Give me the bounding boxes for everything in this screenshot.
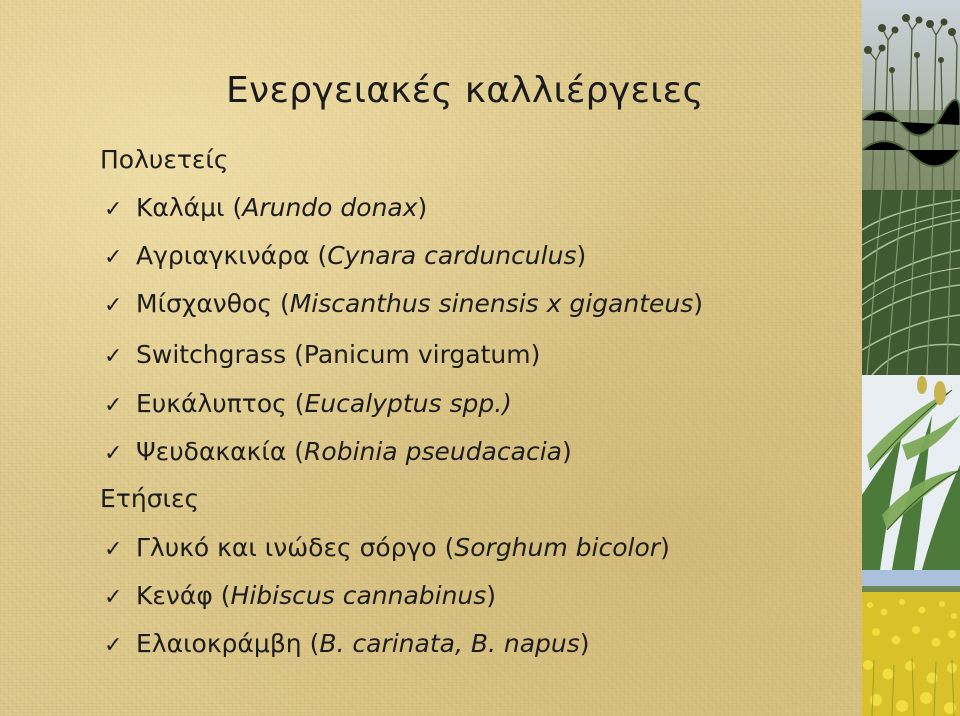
crop-common-name: Καλάμι — [136, 193, 225, 222]
crop-common-name: Ελαιοκράμβη — [136, 629, 302, 658]
list-item — [104, 193, 427, 222]
cardoon-plant-photo — [862, 0, 960, 190]
paren-open: ( — [309, 241, 328, 270]
paren-open: ( — [301, 629, 320, 658]
paren-open: ( — [212, 581, 231, 610]
paren-close: ) — [417, 193, 428, 222]
crop-latin-name: Robinia pseudacacia — [304, 437, 562, 466]
annual-heading: Ετήσιες — [100, 484, 200, 513]
list-item — [104, 581, 496, 610]
checkmark-icon: ✓ — [104, 537, 123, 562]
paren-close: (Panicum virgatum) — [294, 340, 541, 369]
list-item — [104, 241, 586, 270]
paren-open: ( — [286, 437, 305, 466]
miscanthus-grass-photo — [862, 190, 960, 375]
checkmark-icon: ✓ — [104, 344, 123, 369]
list-item — [104, 389, 512, 418]
rapeseed-field-photo — [862, 570, 960, 716]
crop-common-name: Switchgrass — [136, 340, 287, 369]
paren-open — [286, 340, 294, 369]
photo-strip — [862, 0, 960, 716]
slide-title: Ενεργειακές καλλιέργειες — [226, 70, 704, 111]
paren-close: ) — [579, 629, 590, 658]
crop-latin-name: Arundo donax — [242, 193, 418, 222]
checkmark-icon: ✓ — [104, 197, 123, 222]
crop-common-name: Κενάφ — [136, 581, 213, 610]
paren-open: ( — [224, 193, 243, 222]
crop-latin-name: Eucalyptus spp.) — [304, 389, 512, 418]
paren-close: ) — [660, 533, 670, 562]
checkmark-icon: ✓ — [104, 441, 123, 466]
checkmark-icon: ✓ — [104, 393, 123, 418]
checkmark-icon: ✓ — [104, 245, 123, 270]
sorghum-leaves-photo — [862, 375, 960, 570]
paren-close: ) — [561, 437, 572, 466]
list-item — [104, 533, 670, 562]
crop-common-name: Γλυκό και ινώδες σόργο — [136, 533, 437, 562]
crop-common-name: Μίσχανθος — [136, 289, 273, 318]
crop-common-name: Ψευδακακία — [136, 437, 287, 466]
list-item — [104, 437, 572, 466]
crop-latin-name: Cynara cardunculus — [327, 241, 577, 270]
paren-open: ( — [272, 289, 290, 318]
list-item — [104, 289, 703, 318]
paren-close: ) — [576, 241, 587, 270]
crop-common-name: Αγριαγκινάρα — [136, 241, 310, 270]
crop-common-name: Ευκάλυπτος — [136, 389, 287, 418]
checkmark-icon: ✓ — [104, 293, 123, 318]
crop-latin-name: Sorghum bicolor — [454, 533, 661, 562]
paren-open: ( — [286, 389, 305, 418]
paren-close: ) — [693, 289, 704, 318]
crop-latin-name: B. carinata, B. napus — [319, 629, 580, 658]
crop-latin-name: Hibiscus cannabinus — [230, 581, 487, 610]
checkmark-icon: ✓ — [104, 633, 123, 658]
paren-close: ) — [486, 581, 497, 610]
list-item — [104, 629, 590, 658]
checkmark-icon: ✓ — [104, 585, 123, 610]
list-item — [104, 340, 540, 369]
crop-latin-name: Miscanthus sinensis x giganteus — [289, 289, 694, 318]
perennial-heading: Πολυετείς — [100, 145, 229, 174]
paren-open: ( — [436, 533, 455, 562]
